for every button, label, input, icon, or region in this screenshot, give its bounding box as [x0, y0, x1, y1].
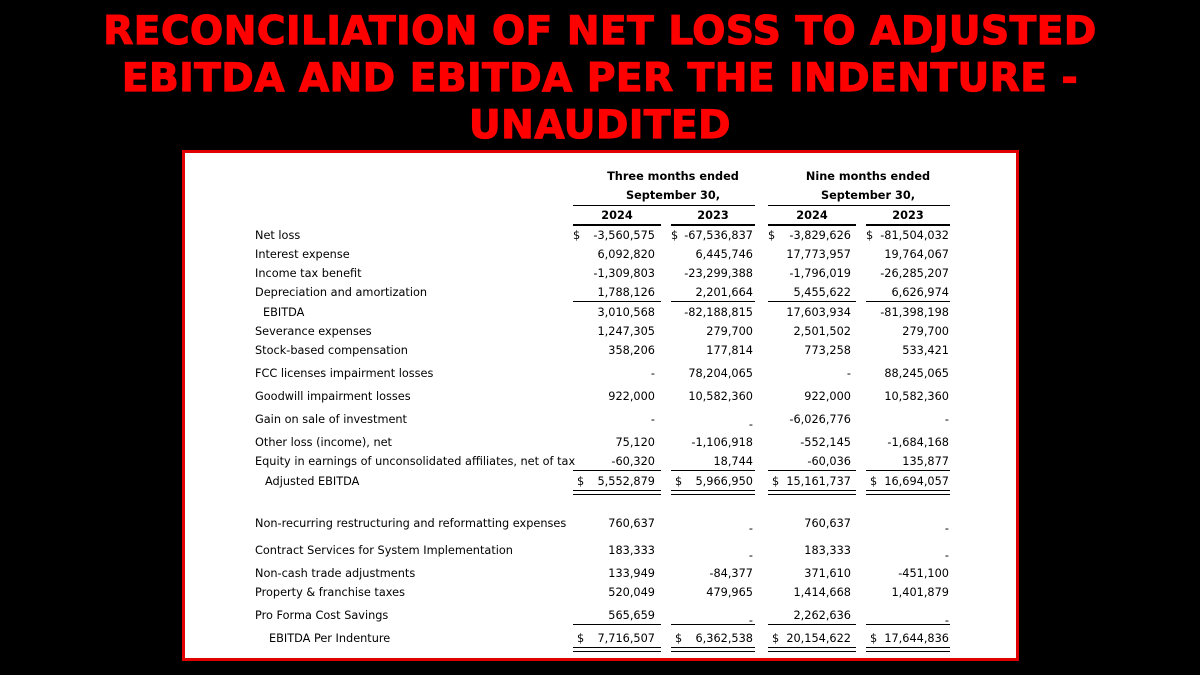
row-value: 15,161,737: [786, 475, 851, 488]
row-label: Net loss: [255, 229, 301, 242]
row-value: -6,026,776: [789, 413, 851, 426]
row-value: -552,145: [800, 436, 851, 449]
currency-symbol: $: [573, 229, 581, 242]
row-value: 1,401,879: [891, 586, 949, 599]
row-value: -82,188,815: [684, 306, 753, 319]
row-value: -451,100: [898, 567, 949, 580]
header-three-months-line2: September 30,: [626, 189, 720, 202]
row-value: 2,501,502: [793, 325, 851, 338]
row-value: -81,398,198: [880, 306, 949, 319]
subtotal-rule: [866, 624, 950, 625]
row-value: 922,000: [608, 390, 655, 403]
year-rule-3: [768, 224, 856, 226]
subtotal-rule: [768, 301, 856, 302]
row-value: -: [650, 367, 655, 380]
row-value: 773,258: [804, 344, 851, 357]
year-header-2: 2023: [697, 209, 729, 222]
row-value: -1,796,019: [789, 267, 851, 280]
subtotal-rule: [671, 301, 755, 302]
title-line-1: RECONCILIATION OF NET LOSS TO ADJUSTED: [103, 9, 1097, 54]
row-value: 2,262,636: [793, 609, 851, 622]
row-value: -: [944, 614, 949, 627]
subtotal-rule: [866, 301, 950, 302]
row-label: Equity in earnings of unconsolidated affiliates, net of tax: [255, 455, 576, 468]
row-value: 19,764,067: [884, 248, 949, 261]
row-value: 135,877: [902, 455, 949, 468]
year-header-4: 2023: [892, 209, 924, 222]
row-label: Income tax benefit: [255, 267, 362, 280]
year-rule-2: [671, 224, 755, 226]
row-value: -: [944, 549, 949, 562]
row-value: 183,333: [608, 544, 655, 557]
row-value: 1,414,668: [793, 586, 851, 599]
row-value: 760,637: [608, 517, 655, 530]
subtotal-rule: [768, 624, 856, 625]
total-double-rule: [573, 490, 661, 495]
currency-symbol: $: [768, 229, 776, 242]
row-value: 479,965: [706, 586, 753, 599]
header-rule-nine-months: [768, 205, 950, 206]
row-value: -23,299,388: [684, 267, 753, 280]
row-value: -: [748, 522, 753, 535]
row-value: 3,010,568: [597, 306, 655, 319]
row-value: 6,092,820: [597, 248, 655, 261]
row-label: Severance expenses: [255, 325, 372, 338]
row-value: -: [944, 522, 949, 535]
row-value: 16,694,057: [884, 475, 949, 488]
row-value: 922,000: [804, 390, 851, 403]
currency-symbol: $: [870, 475, 878, 488]
row-label: EBITDA: [263, 306, 305, 319]
row-label: Pro Forma Cost Savings: [255, 609, 389, 622]
row-label: Gain on sale of investment: [255, 413, 407, 426]
subtotal-rule: [866, 470, 950, 471]
reconciliation-table-panel: [182, 150, 1019, 661]
total-double-rule: [671, 647, 755, 652]
row-label: Adjusted EBITDA: [265, 475, 360, 488]
total-double-rule: [866, 647, 950, 652]
row-value: -1,106,918: [691, 436, 753, 449]
year-header-1: 2024: [601, 209, 633, 222]
row-label: Interest expense: [255, 248, 350, 261]
row-value: 177,814: [706, 344, 753, 357]
row-value: 565,659: [608, 609, 655, 622]
header-nine-months-line1: Nine months ended: [805, 170, 931, 183]
row-value: 10,582,360: [884, 390, 949, 403]
row-value: 1,247,305: [597, 325, 655, 338]
row-value: -: [650, 413, 655, 426]
row-value: 10,582,360: [688, 390, 753, 403]
row-value: 18,744: [713, 455, 753, 468]
row-value: -1,309,803: [593, 267, 655, 280]
header-rule-three-months: [573, 205, 755, 206]
row-value: 520,049: [608, 586, 655, 599]
row-value: 6,362,538: [695, 632, 753, 645]
row-value: 17,773,957: [786, 248, 851, 261]
row-value: 133,949: [608, 567, 655, 580]
row-value: 7,716,507: [597, 632, 655, 645]
row-value: 5,455,622: [793, 286, 851, 299]
row-label: Goodwill impairment losses: [255, 390, 411, 403]
subtotal-rule: [573, 624, 661, 625]
row-value: -60,320: [611, 455, 655, 468]
row-value: 2,201,664: [695, 286, 753, 299]
row-value: 1,788,126: [597, 286, 655, 299]
header-nine-months-line2: September 30,: [821, 189, 915, 202]
page-title: [0, 8, 1200, 149]
subtotal-rule: [573, 470, 661, 471]
title-line-3: UNAUDITED: [469, 103, 731, 148]
row-label: Contract Services for System Implementation: [255, 544, 513, 557]
row-value: 5,552,879: [597, 475, 655, 488]
row-label: Depreciation and amortization: [255, 286, 428, 299]
currency-symbol: $: [675, 632, 683, 645]
currency-symbol: $: [866, 229, 874, 242]
row-value: 6,626,974: [891, 286, 949, 299]
row-value: 6,445,746: [695, 248, 753, 261]
row-value: 533,421: [902, 344, 949, 357]
row-value: 358,206: [608, 344, 655, 357]
row-label: Stock-based compensation: [255, 344, 408, 357]
total-double-rule: [671, 490, 755, 495]
row-value: 5,966,950: [695, 475, 753, 488]
currency-symbol: $: [772, 475, 780, 488]
row-value: 17,644,836: [884, 632, 949, 645]
row-label: Other loss (income), net: [255, 436, 392, 449]
row-value: 760,637: [804, 517, 851, 530]
row-value: 20,154,622: [786, 632, 851, 645]
row-value: 279,700: [902, 325, 949, 338]
subtotal-rule: [671, 470, 755, 471]
subtotal-rule: [671, 624, 755, 625]
subtotal-rule: [573, 301, 661, 302]
row-value: 371,610: [804, 567, 851, 580]
total-double-rule: [768, 490, 856, 495]
row-value: -: [748, 418, 753, 431]
row-value: -81,504,032: [880, 229, 949, 242]
row-value: -60,036: [807, 455, 851, 468]
header-three-months-line1: Three months ended: [607, 170, 739, 183]
row-value: -3,560,575: [593, 229, 655, 242]
year-rule-1: [573, 224, 661, 226]
reconciliation-table: [185, 153, 1016, 658]
row-label: EBITDA Per Indenture: [269, 632, 391, 645]
year-header-3: 2024: [796, 209, 828, 222]
row-label: FCC licenses impairment losses: [255, 367, 434, 380]
row-value: 17,603,934: [786, 306, 851, 319]
currency-symbol: $: [772, 632, 780, 645]
currency-symbol: $: [577, 632, 585, 645]
row-value: -67,536,837: [684, 229, 753, 242]
title-line-2: EBITDA AND EBITDA PER THE INDENTURE -: [121, 56, 1079, 101]
row-value: 279,700: [706, 325, 753, 338]
row-value: -: [748, 549, 753, 562]
row-value: 75,120: [615, 436, 655, 449]
row-value: 78,204,065: [688, 367, 753, 380]
row-label: Non-cash trade adjustments: [255, 567, 416, 580]
row-value: -3,829,626: [789, 229, 851, 242]
total-double-rule: [768, 647, 856, 652]
row-value: -26,285,207: [880, 267, 949, 280]
row-value: -: [748, 614, 753, 627]
row-value: 88,245,065: [884, 367, 949, 380]
row-value: -: [944, 413, 949, 426]
row-value: 183,333: [804, 544, 851, 557]
currency-symbol: $: [577, 475, 585, 488]
total-double-rule: [573, 647, 661, 652]
row-label: Non-recurring restructuring and reformatting expenses: [255, 517, 567, 530]
row-value: -: [846, 367, 851, 380]
row-value: -84,377: [709, 567, 753, 580]
currency-symbol: $: [671, 229, 679, 242]
currency-symbol: $: [870, 632, 878, 645]
row-value: -1,684,168: [887, 436, 949, 449]
subtotal-rule: [768, 470, 856, 471]
row-label: Property & franchise taxes: [255, 586, 405, 599]
total-double-rule: [866, 490, 950, 495]
currency-symbol: $: [675, 475, 683, 488]
year-rule-4: [866, 224, 950, 226]
